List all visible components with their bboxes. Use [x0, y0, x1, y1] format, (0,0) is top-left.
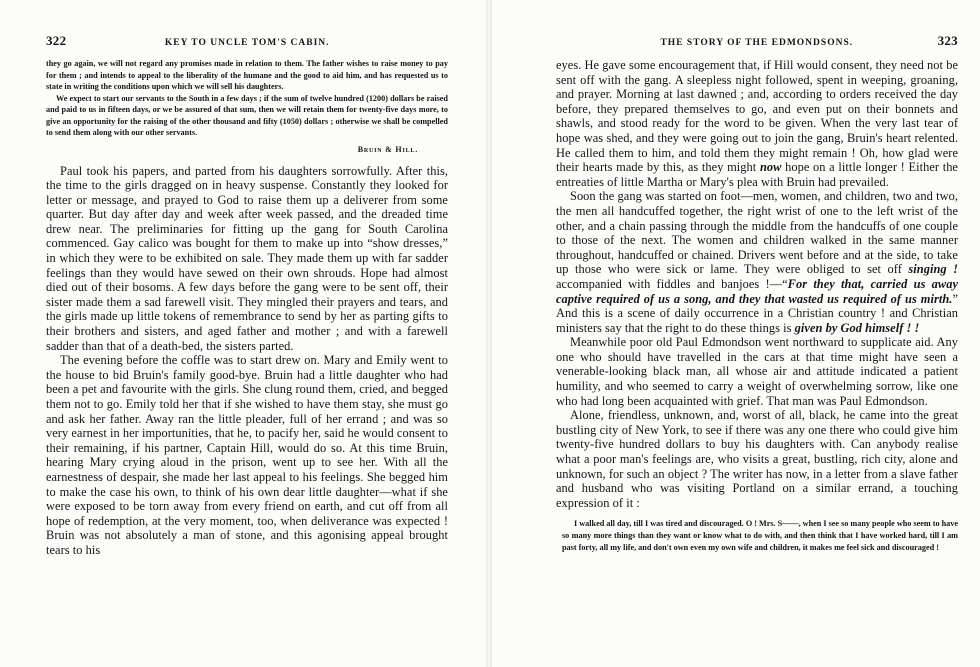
body-paragraph: [556, 58, 958, 189]
text-run: Soon the gang was started on foot—men, women, and children, two and two, the men all handcuffed together, the right wrist of one to the left wrist of the other, and a chain passing through the middle from the handcuffs of one couple to those of the next. The women and children walked in the same manner throughout, handcuffed or chained. Drivers went before and at the side, to take up those who were sick or lame. They were obliged to set off: [556, 189, 958, 277]
text-run: eyes. He gave some encouragement that, if Hill would consent, they need not be sent off with the gang. A sleepless night followed, spent in weeping, groaning, and prayer. Morning at last dawned ; and, according to orders received the day before, they prepared themselves to go, and even put on their bonnets and shawls, and stood ready for the word to be given. When the very last tear of hope was shed, and they were going out to join the gang, Bruin's heart relented. He called them to him, and told them they might remain ! Oh, how glad were their hearts made by this, as they might: [556, 58, 958, 175]
body-paragraph: [556, 189, 958, 335]
emphasis-text: now: [759, 160, 782, 175]
right-body-text: [556, 58, 958, 510]
body-paragraph: The evening before the coffle was to start drew on. Mary and Emily went to the house to bid Bruin's family good-bye. Bruin had a little daughter who had been a pet and favourite with the girls. She clung round them, cried, and begged them not to go. Emily told her that if she wished to have them stay, she must go and ask her father. Away ran the little pleader, full of her errand ; and was so very earnest in her importunities, that he, to pacify her, said he would consent to their remaining, if his partner, Captain Hill, would do so. At this time Bruin, hearing Mary crying aloud in the prison, went up to see her. With all the earnestness of despair, she made her last appeal to his feelings. She begged him to make the case his own, to think of his own dear little daughter—what if she were exposed to be torn away from every friend on earth, and cut off from all hope of redemption, at the very moment, too, when deliverance was expected ! Bruin was not absolutely a man of stone, and this agonising appeal brought tears to his: [46, 353, 448, 557]
right-running-head: [556, 34, 958, 50]
body-paragraph: Alone, friendless, unknown, and, worst of all, black, he came into the great bustling city of New York, to see if there was any one there who could give him twenty-five hundred dollars to buy his daughters with. Can anybody realise what a poor man's feelings are, who visits a great, bustling, rich city, alone and unknown, for such an object ? The writer has now, in a letter from a slave father and husband who was visiting Portland on a similar errand, a touching expression of it :: [556, 408, 958, 510]
left-running-head: [46, 34, 448, 50]
notice-paragraph: We expect to start our servants to the South in a few days ; if the sum of twelve hundred (1200) dollars be raised and paid to us in fifteen days, or we be assured of that sum, then we will retain them for twenty-five days more, to give an opportunity for the raising of the other thousand and fifty (1050) dollars ; otherwise we shall be compelled to send them along with our other servants.: [46, 93, 448, 137]
quoted-notice: [46, 58, 448, 139]
page-number-right: 323: [937, 33, 958, 48]
left-body-text: [46, 164, 448, 558]
running-title-left: KEY TO UNCLE TOM'S CABIN.: [164, 38, 330, 48]
emphasis-text: singing !: [908, 262, 959, 277]
running-title-right: THE STORY OF THE EDMONDSONS.: [660, 38, 854, 48]
body-paragraph: Meanwhile poor old Paul Edmondson went northward to supplicate aid. Any one who should have travelled in the cars at that time might have seen a venerable-looking black man, all whose air and attitude indicated a patient humility, and who seemed to carry a weight of overwhelming sorrow, like one who had long been acquainted with grief. That man was Paul Edmondson.: [556, 335, 958, 408]
page-number-left: 322: [46, 33, 67, 48]
notice-signature: Bruin & Hill.: [357, 144, 418, 154]
scripture-quote: For they that, carried us away captive required of us a song, and they that wasted us required of us mirth.: [556, 276, 958, 306]
body-paragraph: Paul took his papers, and parted from his daughters sorrowfully. After this, the time to the girls dragged on in heavy suspense. Constantly they looked for letter or message, and prayed to God to raise them up a deliverer from some quarter. But day after day and week after week passed, and the dreaded time drew near. The preliminaries for fitting up the gang for South Carolina commenced. Gay calico was bought for them to make up into “show dresses,” in which they were to be exhibited on sale. They made them up with far sadder feelings than they would have sewed on their own shrouds. Hope had almost died out of their bosoms. A few days before the gang were to be sent off, their sister made them a sad farewell visit. They mingled their prayers and tears, and the girls made up little tokens of remembrance to send by her as parting gifts to their brothers and sisters, and aged father and mother ; and with a farewell sadder than that of a death-bed, the sisters parted.: [46, 163, 448, 353]
text-run: accompanied with fiddles and banjoes !—“: [556, 276, 788, 291]
quoted-letter: [556, 518, 958, 553]
text-run: ” And this is a scene of daily occurrence in a Christian country ! and Christian ministers say that the right to do these things is: [556, 291, 958, 335]
text-run: hope on a little longer ! Either the entreaties of little Martha or Mary's plea with Bruin had prevailed.: [556, 160, 958, 189]
left-page: [0, 0, 478, 667]
notice-paragraph: they go again, we will not regard any promises made in relation to them. The father wishes to raise money to pay for them ; and intends to appeal to the liberality of the humane and the good to aid him, and has requested us to state in writing the conditions upon which we will sell his daughters.: [46, 59, 448, 91]
emphasis-text: given by God himself ! !: [794, 320, 920, 335]
letter-text: I walked all day, till I was tired and discouraged. O ! Mrs. S——, when I see so many people who seem to have so many more things than they want or know what to do with, and then think that I have worked hard, till I am past forty, all my life, and don't own even my own wife and children, it makes me feel sick and discouraged !: [562, 519, 958, 552]
right-page: [500, 0, 980, 667]
book-gutter: [486, 0, 492, 667]
